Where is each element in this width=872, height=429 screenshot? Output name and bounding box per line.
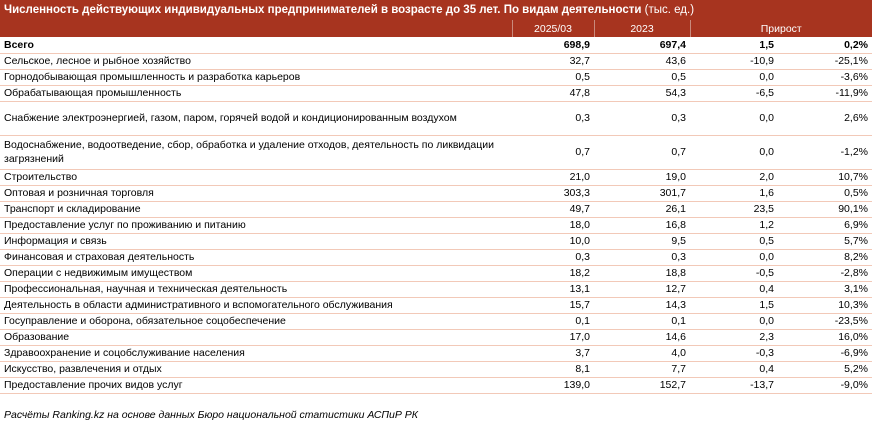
row-growth-abs: 2,3 [690,329,778,345]
table-row [0,361,872,377]
row-growth-pct: 5,2% [778,361,872,377]
row-growth-pct: 3,1% [778,281,872,297]
row-growth-abs: 0,5 [690,233,778,249]
row-growth-pct: 5,7% [778,233,872,249]
row-growth-abs: -13,7 [690,377,778,393]
table-row [0,101,872,135]
table-row [0,265,872,281]
table-body [0,37,872,393]
row-value-2023: 152,7 [594,377,690,393]
row-growth-pct: -23,5% [778,313,872,329]
row-growth-pct: -1,2% [778,135,872,169]
row-category: Обрабатывающая промышленность [0,85,512,101]
row-category: Образование [0,329,512,345]
row-value-2025: 18,2 [512,265,594,281]
header-category [0,20,512,37]
row-value-2023: 14,6 [594,329,690,345]
row-value-2023: 18,8 [594,265,690,281]
row-growth-pct: -3,6% [778,69,872,85]
row-growth-abs: 1,5 [690,297,778,313]
row-growth-pct: 16,0% [778,329,872,345]
table-row [0,169,872,185]
data-table [0,20,872,394]
row-value-2025: 10,0 [512,233,594,249]
row-value-2025: 3,7 [512,345,594,361]
row-category: Деятельность в области административного и вспомогательного обслуживания [0,297,512,313]
row-growth-abs: 23,5 [690,201,778,217]
row-growth-pct: 2,6% [778,101,872,135]
table-row [0,135,872,169]
table-row [0,217,872,233]
row-growth-abs: 2,0 [690,169,778,185]
row-value-2025: 15,7 [512,297,594,313]
row-category: Здравоохранение и соцобслуживание населения [0,345,512,361]
row-value-2023: 19,0 [594,169,690,185]
header-2023: 2023 [594,20,690,37]
table-row [0,201,872,217]
row-category: Оптовая и розничная торговля [0,185,512,201]
row-growth-abs: 0,4 [690,281,778,297]
table-row [0,85,872,101]
row-value-2025: 0,1 [512,313,594,329]
row-value-2023: 16,8 [594,217,690,233]
row-growth-pct: -2,8% [778,265,872,281]
table-title-bar [0,0,872,20]
table-row [0,53,872,69]
table-row [0,313,872,329]
row-growth-abs: 0,4 [690,361,778,377]
table-row [0,249,872,265]
row-value-2023: 0,1 [594,313,690,329]
row-growth-pct: 6,9% [778,217,872,233]
table-title: Численность действующих индивидуальных предпринимателей в возрасте до 35 лет. По видам деятельности [4,4,642,16]
row-value-2025: 0,3 [512,249,594,265]
table-unit: (тыс. ед.) [644,4,695,16]
row-value-2025: 139,0 [512,377,594,393]
row-value-2023: 0,3 [594,101,690,135]
row-growth-pct: -6,9% [778,345,872,361]
row-value-2023: 0,5 [594,69,690,85]
row-value-2023: 9,5 [594,233,690,249]
row-category: Финансовая и страховая деятельность [0,249,512,265]
row-category: Снабжение электроэнергией, газом, паром, горячей водой и кондиционированным воздухом [0,101,512,135]
row-value-2023: 7,7 [594,361,690,377]
header-2025: 2025/03 [512,20,594,37]
row-value-2025: 17,0 [512,329,594,345]
row-value-2025: 18,0 [512,217,594,233]
source-footnote: Расчёты Ranking.kz на основе данных Бюро национальной статистики АСПиР РК [4,409,418,421]
row-category: Строительство [0,169,512,185]
row-value-2025: 698,9 [512,37,594,53]
table-row [0,281,872,297]
row-growth-pct: -9,0% [778,377,872,393]
row-value-2023: 26,1 [594,201,690,217]
row-category: Горнодобывающая промышленность и разработка карьеров [0,69,512,85]
row-category: Сельское, лесное и рыбное хозяйство [0,53,512,69]
row-growth-pct: 0,5% [778,185,872,201]
row-value-2023: 0,7 [594,135,690,169]
row-value-2025: 21,0 [512,169,594,185]
row-growth-abs: 0,0 [690,135,778,169]
row-value-2025: 8,1 [512,361,594,377]
row-value-2023: 4,0 [594,345,690,361]
table-row [0,377,872,393]
row-value-2025: 0,5 [512,69,594,85]
row-category: Госуправление и оборона, обязательное соцобеспечение [0,313,512,329]
row-value-2025: 13,1 [512,281,594,297]
row-category: Всего [0,37,512,53]
row-value-2023: 54,3 [594,85,690,101]
row-value-2023: 14,3 [594,297,690,313]
row-growth-pct: 8,2% [778,249,872,265]
row-value-2023: 12,7 [594,281,690,297]
row-growth-abs: -10,9 [690,53,778,69]
table-row [0,233,872,249]
row-growth-abs: 1,2 [690,217,778,233]
row-category: Профессиональная, научная и техническая деятельность [0,281,512,297]
row-category: Предоставление услуг по проживанию и питанию [0,217,512,233]
row-value-2023: 0,3 [594,249,690,265]
row-growth-abs: 0,0 [690,69,778,85]
row-category: Операции с недвижимым имуществом [0,265,512,281]
row-value-2023: 697,4 [594,37,690,53]
row-value-2025: 49,7 [512,201,594,217]
row-growth-abs: 0,0 [690,249,778,265]
row-growth-pct: 90,1% [778,201,872,217]
row-value-2025: 0,7 [512,135,594,169]
table-row [0,69,872,85]
row-category: Водоснабжение, водоотведение, сбор, обработка и удаление отходов, деятельность по ликвидации загрязнений [0,135,512,169]
row-value-2025: 47,8 [512,85,594,101]
table-row [0,329,872,345]
row-growth-abs: 1,6 [690,185,778,201]
row-growth-abs: 1,5 [690,37,778,53]
row-growth-abs: 0,0 [690,313,778,329]
table-row [0,297,872,313]
table-row [0,37,872,53]
row-value-2023: 301,7 [594,185,690,201]
row-value-2025: 0,3 [512,101,594,135]
table-row [0,345,872,361]
header-growth: Прирост [690,20,872,37]
row-growth-abs: -0,5 [690,265,778,281]
row-growth-pct: -25,1% [778,53,872,69]
row-category: Транспорт и складирование [0,201,512,217]
row-growth-abs: -6,5 [690,85,778,101]
row-value-2023: 43,6 [594,53,690,69]
row-value-2025: 303,3 [512,185,594,201]
row-growth-abs: 0,0 [690,101,778,135]
row-category: Искусство, развлечения и отдых [0,361,512,377]
row-category: Информация и связь [0,233,512,249]
table-row [0,185,872,201]
row-growth-abs: -0,3 [690,345,778,361]
row-growth-pct: 10,3% [778,297,872,313]
row-growth-pct: 0,2% [778,37,872,53]
row-value-2025: 32,7 [512,53,594,69]
row-growth-pct: -11,9% [778,85,872,101]
row-category: Предоставление прочих видов услуг [0,377,512,393]
row-growth-pct: 10,7% [778,169,872,185]
table-header [0,20,872,37]
